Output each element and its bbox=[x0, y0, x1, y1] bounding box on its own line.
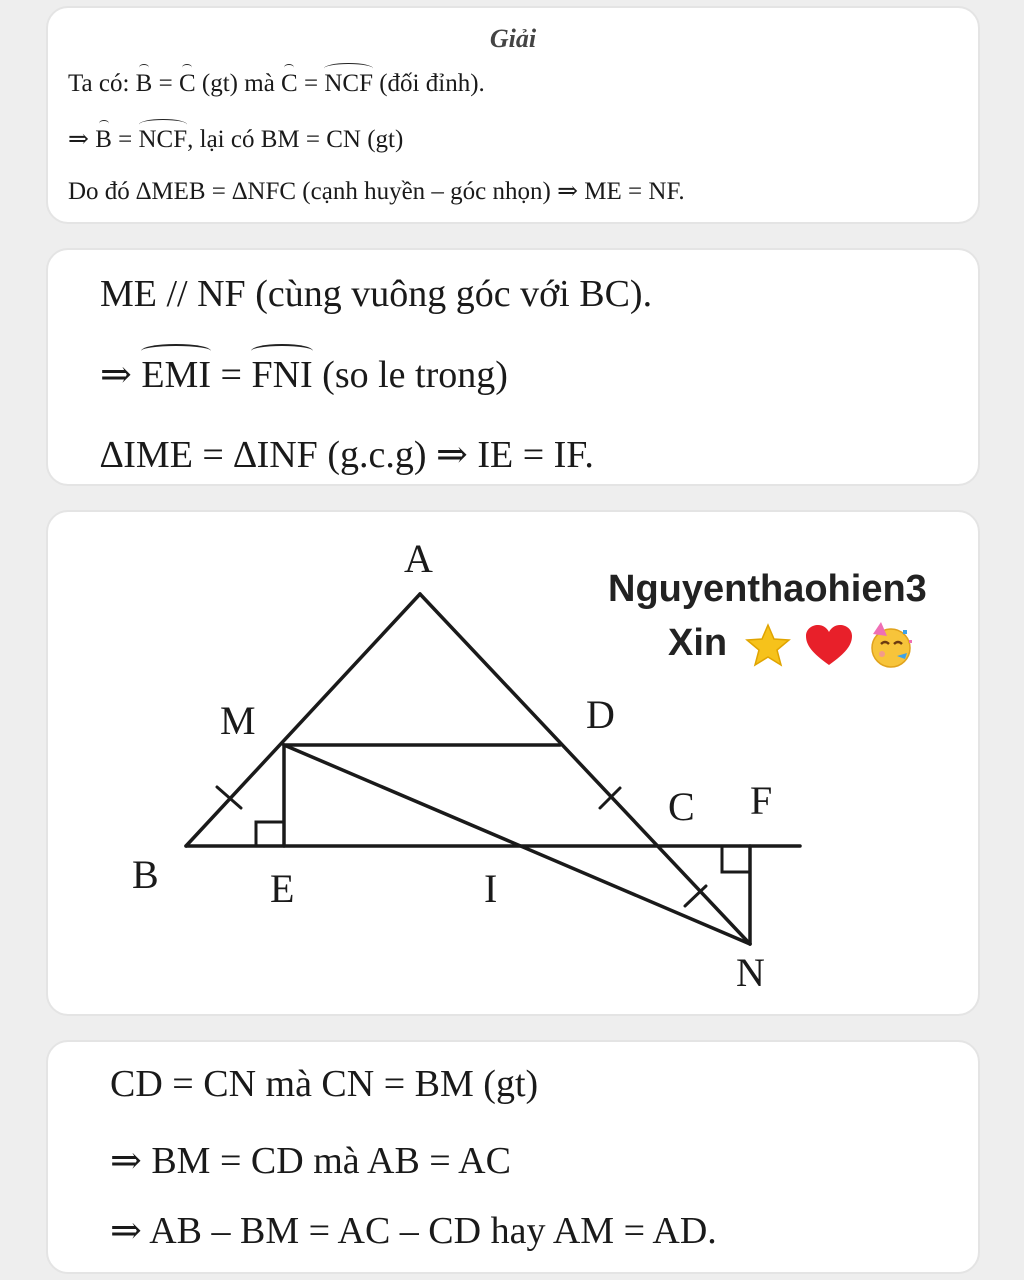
angle-c: C bbox=[281, 70, 298, 97]
solution-card-4 bbox=[46, 1040, 980, 1274]
angle-ncf: NCF bbox=[138, 126, 188, 153]
solution-card-2 bbox=[46, 248, 980, 486]
label-i: I bbox=[484, 866, 498, 911]
label-m: M bbox=[220, 698, 256, 743]
card1-line-3: Do đó ∆MEB = ∆NFC (cạnh huyền – góc nhọn) ⇒ ME = NF. bbox=[68, 178, 685, 205]
text: ⇒ bbox=[68, 126, 96, 153]
watermark-text: Xin bbox=[668, 622, 728, 665]
label-c: C bbox=[668, 784, 695, 829]
angle-b: B bbox=[135, 70, 153, 97]
right-angle-f bbox=[722, 846, 750, 872]
card4-line-1: CD = CN mà CN = BM (gt) bbox=[110, 1063, 539, 1105]
watermark-request bbox=[668, 622, 915, 668]
card2-line-3: ∆IME = ∆INF (g.c.g) ⇒ IE = IF. bbox=[100, 434, 594, 476]
angle-emi: EMI bbox=[141, 354, 211, 396]
text: (so le trong) bbox=[312, 354, 508, 396]
label-f: F bbox=[750, 778, 773, 823]
watermark-username: Nguyenthaohien3 bbox=[608, 568, 927, 610]
card1-line-1 bbox=[68, 70, 485, 98]
text: ⇒ bbox=[100, 354, 142, 396]
label-a: A bbox=[404, 536, 433, 581]
text: = bbox=[152, 70, 179, 97]
text: = bbox=[111, 126, 139, 153]
text: Ta có: bbox=[68, 70, 136, 97]
solution-title: Giải bbox=[489, 24, 537, 53]
angle-c: C bbox=[178, 70, 196, 97]
text: = bbox=[211, 354, 252, 396]
text: = bbox=[297, 70, 325, 97]
geometry-figure-card bbox=[46, 510, 980, 1016]
card2-line-1: ME // NF (cùng vuông góc với BC). bbox=[100, 273, 653, 315]
text: (đối đỉnh). bbox=[372, 70, 485, 97]
angle-b: B bbox=[95, 126, 112, 153]
card4-line-3: ⇒ AB – BM = AC – CD hay AM = AD. bbox=[110, 1210, 717, 1252]
heart-icon bbox=[804, 623, 854, 667]
card1-line-2 bbox=[68, 124, 403, 154]
label-d: D bbox=[586, 692, 615, 737]
angle-ncf: NCF bbox=[324, 70, 373, 97]
label-b: B bbox=[132, 852, 159, 897]
solution-card-1 bbox=[46, 6, 980, 224]
text: , lại có BM = CN (gt) bbox=[187, 126, 404, 153]
label-n: N bbox=[736, 950, 765, 995]
party-face-icon bbox=[867, 622, 915, 668]
text: (gt) mà bbox=[195, 70, 282, 97]
star-icon bbox=[744, 623, 792, 667]
label-e: E bbox=[270, 866, 295, 911]
card2-line-2 bbox=[100, 352, 508, 397]
card4-line-2: ⇒ BM = CD mà AB = AC bbox=[110, 1140, 511, 1182]
right-angle-e bbox=[256, 822, 284, 846]
angle-fni: FNI bbox=[251, 354, 313, 396]
